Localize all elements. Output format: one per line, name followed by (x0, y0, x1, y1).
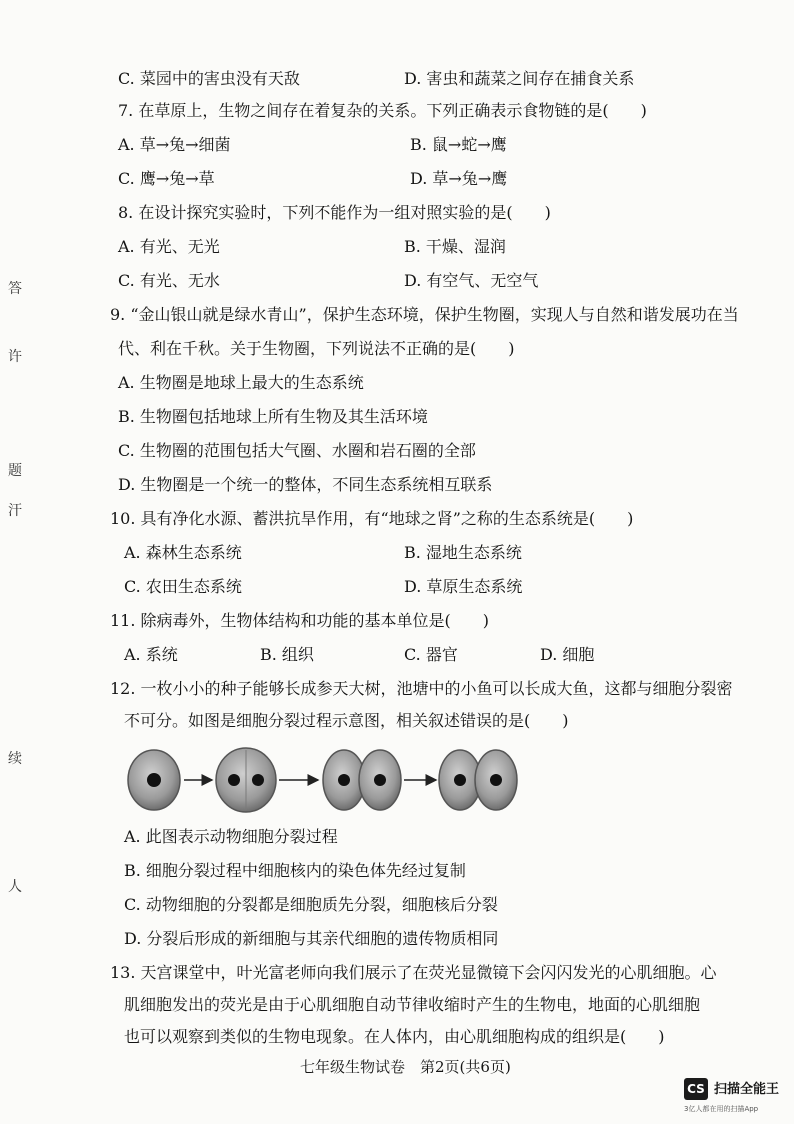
q7-stem: 7. 在草原上，生物之间存在着复杂的关系。下列正确表示食物链的是( ) (118, 101, 647, 120)
cell-stage-2 (216, 748, 276, 812)
q7-option-b: B. 鼠→蛇→鹰 (410, 135, 507, 154)
side-char-5: 续 (8, 751, 22, 767)
q12-option-d: D. 分裂后形成的新细胞与其亲代细胞的遗传物质相同 (124, 929, 499, 948)
q12-stem-line2: 不可分。如图是细胞分裂过程示意图，相关叙述错误的是( ) (124, 711, 569, 730)
q8-option-b: B. 干燥、湿润 (404, 237, 506, 256)
q10-option-b: B. 湿地生态系统 (404, 543, 522, 562)
q12-option-b: B. 细胞分裂过程中细胞核内的染色体先经过复制 (124, 861, 466, 880)
q7-option-a: A. 草→兔→细菌 (118, 135, 231, 154)
q9-option-a: A. 生物圈是地球上最大的生态系统 (118, 373, 364, 392)
scanner-name: 扫描全能王 (714, 1082, 780, 1097)
q9-stem-line1: 9. “金山银山就是绿水青山”，保护生态环境，保护生物圈，实现人与自然和谐发展功在当 (110, 305, 739, 324)
q10-option-c: C. 农田生态系统 (124, 577, 242, 596)
q9-stem-line2: 代、利在千秋。关于生物圈，下列说法不正确的是( ) (118, 339, 515, 358)
q7-option-d: D. 草→兔→鹰 (410, 169, 508, 188)
q11-option-b: B. 组织 (260, 645, 314, 664)
q9-option-c: C. 生物圈的范围包括大气圈、水圈和岩石圈的全部 (118, 441, 476, 460)
cell-stage-1 (128, 750, 180, 810)
page-footer: 七年级生物试卷 第2页(共6页) (300, 1058, 511, 1076)
q13-stem-line2: 肌细胞发出的荧光是由于心肌细胞自动节律收缩时产生的生物电，地面的心肌细胞 (124, 995, 701, 1014)
q12-option-c: C. 动物细胞的分裂都是细胞质先分裂，细胞核后分裂 (124, 895, 498, 914)
q10-option-d: D. 草原生态系统 (404, 577, 523, 596)
q9-option-b: B. 生物圈包括地球上所有生物及其生活环境 (118, 407, 428, 426)
q13-stem-line1: 13. 天宫课堂中，叶光富老师向我们展示了在荧光显微镜下会闪闪发光的心肌细胞。心 (110, 963, 717, 982)
q11-option-d: D. 细胞 (540, 645, 595, 664)
q6-option-d: D. 害虫和蔬菜之间存在捕食关系 (404, 69, 635, 88)
q11-option-a: A. 系统 (124, 645, 178, 664)
q7-option-c: C. 鹰→兔→草 (118, 169, 215, 188)
side-char-4: 汗 (8, 503, 22, 519)
q9-option-d: D. 生物圈是一个统一的整体，不同生态系统相互联系 (118, 475, 493, 494)
q13-stem-line3: 也可以观察到类似的生物电现象。在人体内，由心肌细胞构成的组织是( ) (124, 1027, 665, 1046)
q8-option-c: C. 有光、无水 (118, 271, 220, 290)
q11-stem: 11. 除病毒外，生物体结构和功能的基本单位是( ) (110, 611, 490, 630)
q12-option-a: A. 此图表示动物细胞分裂过程 (124, 827, 338, 846)
side-char-2: 许 (8, 349, 22, 365)
q8-option-d: D. 有空气、无空气 (404, 271, 539, 290)
side-char-6: 人 (8, 879, 22, 895)
q12-stem-line1: 12. 一枚小小的种子能够长成参天大树，池塘中的小鱼可以长成大鱼，这都与细胞分裂密 (110, 679, 733, 698)
scanner-tagline: 3亿人都在用的扫描App (684, 1105, 759, 1113)
q8-option-a: A. 有光、无光 (118, 237, 220, 256)
side-char-3: 题 (8, 463, 22, 479)
q10-option-a: A. 森林生态系统 (124, 543, 242, 562)
q10-stem: 10. 具有净化水源、蓄洪抗旱作用，有“地球之肾”之称的生态系统是( ) (110, 509, 634, 528)
cell-stage-4 (439, 750, 517, 810)
scanner-logo-icon: CS (684, 1078, 708, 1100)
q11-option-c: C. 器官 (404, 645, 458, 664)
side-char-1: 答 (8, 281, 22, 297)
scanner-watermark (684, 1076, 784, 1116)
q6-option-c: C. 菜园中的害虫没有天敌 (118, 69, 300, 88)
cell-stage-3 (323, 750, 401, 810)
cell-division-diagram (124, 740, 524, 820)
q8-stem: 8. 在设计探究实验时，下列不能作为一组对照实验的是( ) (118, 203, 551, 222)
